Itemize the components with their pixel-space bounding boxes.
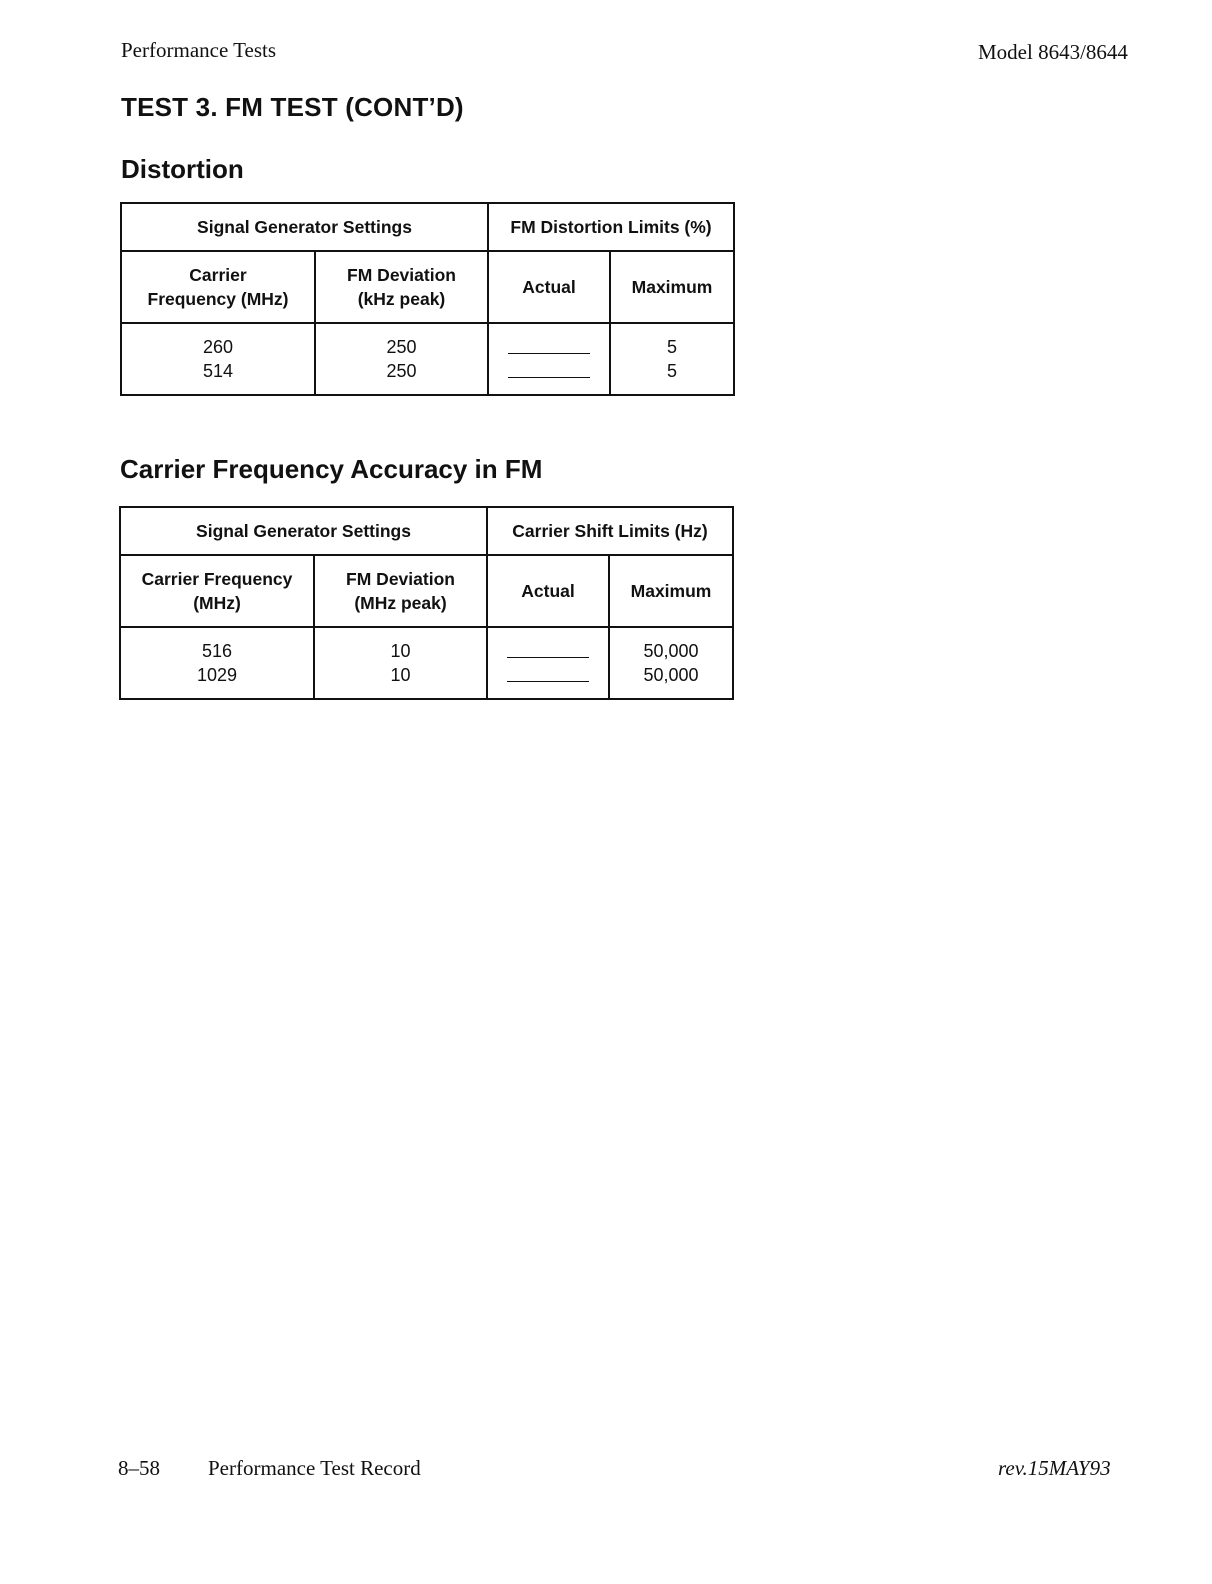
distortion-col-actual: Actual [488, 251, 610, 323]
table-cell: 250 [386, 361, 417, 381]
distortion-actual-blanks [488, 323, 610, 395]
accuracy-col-deviation-line2: (MHz peak) [354, 593, 447, 613]
accuracy-deviation-values [314, 627, 487, 699]
distortion-maximum-values [610, 323, 734, 395]
distortion-deviation-values [315, 323, 488, 395]
page-number: 8–58 [118, 1456, 160, 1480]
table-cell: 514 [202, 361, 234, 381]
distortion-table [120, 202, 735, 396]
distortion-col-deviation [315, 251, 488, 323]
accuracy-heading: Carrier Frequency Accuracy in FM [120, 454, 543, 484]
accuracy-group-settings: Signal Generator Settings [120, 507, 487, 555]
table-cell: 1029 [196, 665, 238, 685]
accuracy-col-maximum: Maximum [609, 555, 733, 627]
table-cell: 516 [201, 641, 233, 661]
accuracy-col-deviation-line1: FM Deviation [346, 569, 455, 589]
table-cell: 50,000 [643, 641, 699, 661]
distortion-heading: Distortion [121, 154, 244, 184]
table-cell: 50,000 [643, 665, 699, 685]
accuracy-table [119, 506, 734, 700]
distortion-group-limits: FM Distortion Limits (%) [488, 203, 734, 251]
table-cell: 10 [390, 641, 411, 661]
table-cell: 250 [386, 337, 417, 357]
distortion-carrier-values [121, 323, 315, 395]
distortion-col-deviation-line1: FM Deviation [347, 265, 456, 285]
table-cell: 5 [667, 361, 678, 381]
actual-entry-blank[interactable] [508, 365, 590, 378]
running-header-right: Model 8643/8644 [978, 40, 1128, 64]
accuracy-col-carrier-line1: Carrier Frequency [141, 569, 293, 589]
actual-entry-blank[interactable] [507, 669, 589, 682]
table-cell: 260 [202, 337, 234, 357]
table-cell: 5 [667, 337, 678, 357]
accuracy-maximum-values [609, 627, 733, 699]
table-cell: 10 [390, 665, 411, 685]
distortion-group-settings: Signal Generator Settings [121, 203, 488, 251]
actual-entry-blank[interactable] [508, 341, 590, 354]
accuracy-col-actual: Actual [487, 555, 609, 627]
distortion-col-carrier-line2: Frequency (MHz) [147, 289, 289, 309]
distortion-col-deviation-line2: (kHz peak) [357, 289, 446, 309]
accuracy-actual-blanks [487, 627, 609, 699]
accuracy-col-deviation [314, 555, 487, 627]
accuracy-group-limits: Carrier Shift Limits (Hz) [487, 507, 733, 555]
footer-title: Performance Test Record [208, 1456, 421, 1480]
test-title: TEST 3. FM TEST (CONT’D) [121, 92, 464, 122]
accuracy-col-carrier [120, 555, 314, 627]
accuracy-carrier-values [120, 627, 314, 699]
revision-date: rev.15MAY93 [998, 1456, 1111, 1480]
accuracy-col-carrier-line2: (MHz) [193, 593, 241, 613]
running-header-left: Performance Tests [121, 38, 277, 62]
actual-entry-blank[interactable] [507, 645, 589, 658]
distortion-col-carrier [121, 251, 315, 323]
distortion-col-maximum: Maximum [610, 251, 734, 323]
distortion-col-carrier-line1: Carrier [189, 265, 247, 285]
